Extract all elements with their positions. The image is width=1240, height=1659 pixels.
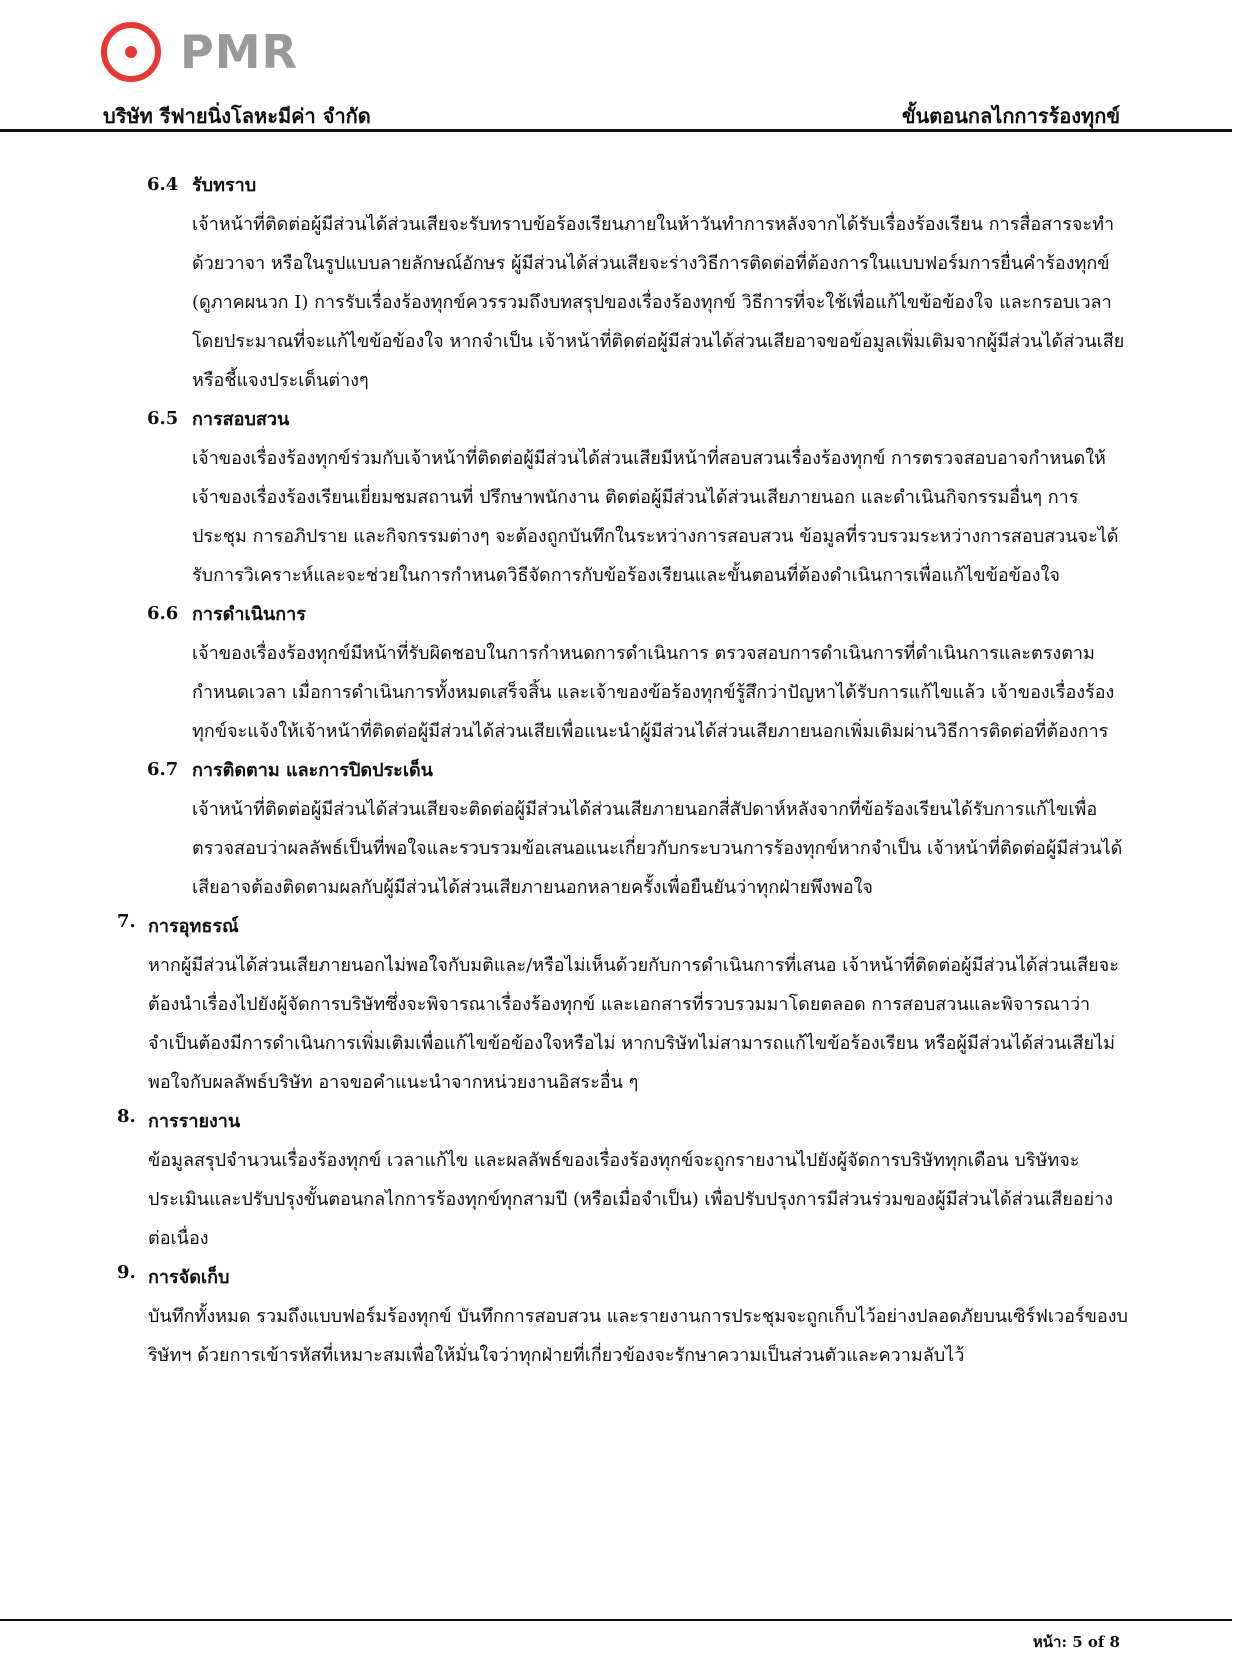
subsection-6-5 xyxy=(0,400,1240,595)
subsection-body: เจ้าหน้าที่ติดต่อผู้มีส่วนได้ส่วนเสียจะติดต่อผู้มีส่วนได้ส่วนเสียภายนอกสี่สัปดาห์หลังจากที่ข้อร้องเรียนได้รับการแก้ไขเพื่อตรวจสอบว่าผลลัพธ์เป็นที่พอใจและรวบรวมข้อเสนอแนะเกี่ยวกับกระบวนการร้องทุกข์หากจำเป็น เจ้าหน้าที่ติดต่อผู้มีส่วนได้เสียอาจต้องติดตามผลกับผู้มีส่วนได้ส่วนเสียภายนอกหลายครั้งเพื่อยืนยันว่าทุกฝ่ายพึงพอใจ xyxy=(192,799,1123,898)
company-logo xyxy=(100,20,298,84)
section-title: การจัดเก็บ xyxy=(148,1267,230,1288)
subsection-title: การสอบสวน xyxy=(192,409,290,430)
subsection-title: รับทราบ xyxy=(192,175,257,196)
logo-text: PMR xyxy=(180,25,298,79)
header-divider xyxy=(0,129,1232,132)
section-9-storage xyxy=(0,1258,1240,1375)
subsection-body: เจ้าหน้าที่ติดต่อผู้มีส่วนได้ส่วนเสียจะรับทราบข้อร้องเรียนภายในห้าวันทำการหลังจากได้รับเรื่องร้องเรียน การสื่อสารจะทำด้วยวาจา หรือในรูปแบบลายลักษณ์อักษร ผู้มีส่วนได้ส่วนเสียจะร่างวิธีการติดต่อที่ต้องการในแบบฟอร์มการยื่นคำร้องทุกข์ (ดูภาคผนวก I) การรับเรื่องร้องทุกข์ควรรวมถึงบทสรุปของเรื่องร้องทุกข์ วิธีการที่จะใช้เพื่อแก้ไขข้อข้องใจ และกรอบเวลาโดยประมาณที่จะแก้ไขข้อข้องใจ หากจำเป็น เจ้าหน้าที่ติดต่อผู้มีส่วนได้ส่วนเสียอาจขอข้อมูลเพิ่มเติมจากผู้มีส่วนได้ส่วนเสียหรือชี้แจงประเด็นต่างๆ xyxy=(192,214,1125,391)
section-heading xyxy=(0,1102,1240,1141)
footer-divider xyxy=(0,1619,1232,1621)
subsection-6-4 xyxy=(0,166,1240,400)
logo-target-icon xyxy=(100,21,162,83)
subsection-title: การติดตาม และการปิดประเด็น xyxy=(192,760,433,781)
subsection-6-6 xyxy=(0,595,1240,751)
section-number: 7. xyxy=(117,911,136,932)
section-heading xyxy=(0,907,1240,946)
company-name: บริษัท รีฟายนิ่งโลหะมีค่า จำกัด xyxy=(103,104,371,128)
subsection-body: เจ้าของเรื่องร้องทุกข์มีหน้าที่รับผิดชอบในการกำหนดการดำเนินการ ตรวจสอบการดำเนินการที่ดำเนินการและตรงตามกำหนดเวลา เมื่อการดำเนินการทั้งหมดเสร็จสิ้น และเจ้าของข้อร้องทุกข์รู้สึกว่าปัญหาได้รับการแก้ไขแล้ว เจ้าของเรื่องร้องทุกข์จะแจ้งให้เจ้าหน้าที่ติดต่อผู้มีส่วนได้ส่วนเสียเพื่อแนะนำผู้มีส่วนได้ส่วนเสียภายนอกเพิ่มเติมผ่านวิธีการติดต่อที่ต้องการ xyxy=(192,643,1115,742)
subsection-number: 6.5 xyxy=(147,408,179,429)
subsection-6-7 xyxy=(0,751,1240,907)
section-title: การรายงาน xyxy=(148,1111,241,1132)
section-body: หากผู้มีส่วนได้ส่วนเสียภายนอกไม่พอใจกับมติและ/หรือไม่เห็นด้วยกับการดำเนินการที่เสนอ เจ้าหน้าที่ติดต่อผู้มีส่วนได้ส่วนเสียจะต้องนำเรื่องไปยังผู้จัดการบริษัทซึ่งจะพิจารณาเรื่องร้องทุกข์ และเอกสารที่รวบรวมมาโดยตลอด การสอบสวนและพิจารณาว่าจำเป็นต้องมีการดำเนินการเพิ่มเติมเพื่อแก้ไขข้อข้องใจหรือไม่ หากบริษัทไม่สามารถแก้ไขข้อร้องเรียน หรือผู้มีส่วนได้ส่วนเสียไม่พอใจกับผลลัพธ์บริษัท อาจขอคำแนะนำจากหน่วยงานอิสระอื่น ๆ xyxy=(148,955,1119,1093)
subsection-heading xyxy=(0,400,1240,439)
section-heading xyxy=(0,1258,1240,1297)
section-body: ข้อมูลสรุปจำนวนเรื่องร้องทุกข์ เวลาแก้ไข และผลลัพธ์ของเรื่องร้องทุกข์จะถูกรายงานไปยังผู้จัดการบริษัททุกเดือน บริษัทจะประเมินและปรับปรุงขั้นตอนกลไกการร้องทุกข์ทุกสามปี (หรือเมื่อจำเป็น) เพื่อปรับปรุงการมีส่วนร่วมของผู้มีส่วนได้ส่วนเสียอย่างต่อเนื่อง xyxy=(148,1150,1114,1249)
subsection-number: 6.4 xyxy=(147,174,179,195)
section-number: 8. xyxy=(117,1106,136,1127)
subsection-title: การดำเนินการ xyxy=(192,604,306,625)
subsection-heading xyxy=(0,751,1240,790)
subsection-heading xyxy=(0,595,1240,634)
page-number: หน้า: 5 of 8 xyxy=(1032,1633,1120,1651)
subsection-heading xyxy=(0,166,1240,205)
document-content xyxy=(0,166,1240,1375)
subsection-body: เจ้าของเรื่องร้องทุกข์ร่วมกับเจ้าหน้าที่ติดต่อผู้มีส่วนได้ส่วนเสียมีหน้าที่สอบสวนเรื่องร้องทุกข์ การตรวจสอบอาจกำหนดให้เจ้าของเรื่องร้องเรียนเยี่ยมชมสถานที่ ปรึกษาพนักงาน ติดต่อผู้มีส่วนได้ส่วนเสียภายนอก และดำเนินกิจกรรมอื่นๆ การประชุม การอภิปราย และกิจกรรมต่างๆ จะต้องถูกบันทึกในระหว่างการสอบสวน ข้อมูลที่รวบรวมระหว่างการสอบสวนจะได้รับการวิเคราะห์และจะช่วยในการกำหนดวิธีจัดการกับข้อร้องเรียนและขั้นตอนที่ต้องดำเนินการเพื่อแก้ไขข้อข้องใจ xyxy=(192,448,1119,586)
section-8-reporting xyxy=(0,1102,1240,1258)
document-title: ขั้นตอนกลไกการร้องทุกข์ xyxy=(901,104,1120,128)
subsection-number: 6.6 xyxy=(147,603,179,624)
section-number: 9. xyxy=(117,1262,136,1283)
section-7-appeal xyxy=(0,907,1240,1102)
subsection-number: 6.7 xyxy=(147,759,179,780)
section-title: การอุทธรณ์ xyxy=(148,916,239,937)
section-body: บันทึกทั้งหมด รวมถึงแบบฟอร์มร้องทุกข์ บันทึกการสอบสวน และรายงานการประชุมจะถูกเก็บไว้อย่างปลอดภัยบนเซิร์ฟเวอร์ของบริษัทฯ ด้วยการเข้ารหัสที่เหมาะสมเพื่อให้มั่นใจว่าทุกฝ่ายที่เกี่ยวข้องจะรักษาความเป็นส่วนตัวและความลับไว้ xyxy=(148,1306,1128,1366)
